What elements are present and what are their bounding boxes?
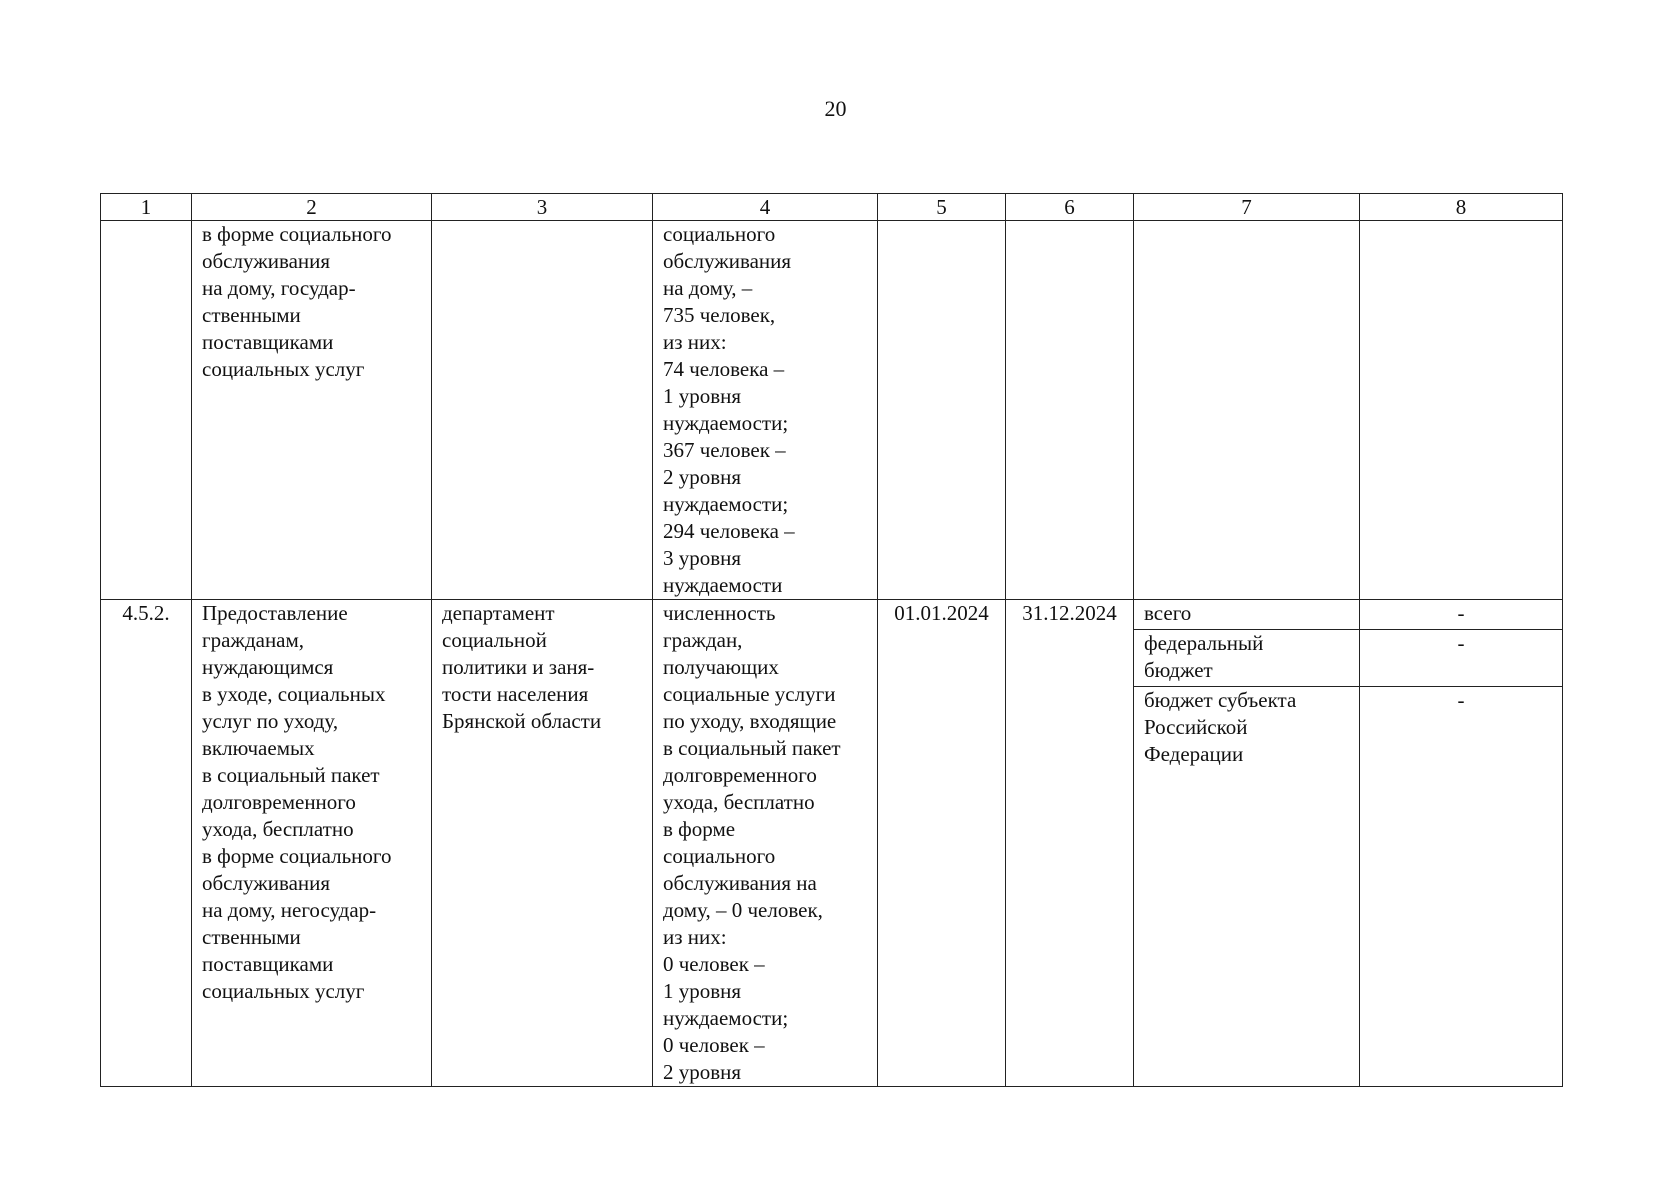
text-line: бюджет: [1144, 657, 1213, 682]
text-line: 0 человек –: [663, 1033, 765, 1057]
text-line: 2 уровня: [663, 1060, 742, 1084]
header-cell-8: 8: [1360, 194, 1563, 221]
text-line: тости населения: [442, 682, 589, 706]
text-line: 0 человек –: [663, 952, 765, 976]
text-line: в социальный пакет: [202, 763, 380, 787]
text-line: нуждаемости;: [663, 411, 789, 435]
continued-cell-amount: [1360, 221, 1563, 600]
header-cell-3: 3: [432, 194, 653, 221]
text-line: департамент: [442, 601, 555, 625]
continued-description-lines: [202, 221, 421, 383]
row-start-date: 01.01.2024: [878, 600, 1006, 1087]
text-line: нуждаемости: [663, 573, 783, 597]
header-cell-1: 1: [101, 194, 192, 221]
header-cell-6: 6: [1006, 194, 1134, 221]
text-line: долговременного: [663, 763, 817, 787]
text-line: всего: [1144, 601, 1192, 625]
text-line: социальных услуг: [202, 357, 365, 381]
text-line: политики и заня-: [442, 655, 595, 679]
text-line: 367 человек –: [663, 438, 786, 462]
text-line: гражданам,: [202, 628, 305, 652]
text-line: в форме социального: [202, 844, 392, 868]
header-cell-5: 5: [878, 194, 1006, 221]
text-line: ухода, бесплатно: [202, 817, 354, 841]
row-indicator: [653, 600, 878, 1087]
text-line: бюджет субъекта: [1144, 688, 1297, 713]
finance-source-federal: [1134, 629, 1360, 687]
text-line: в форме: [663, 817, 736, 841]
text-line: из них:: [663, 925, 727, 949]
text-line: поставщиками: [202, 330, 334, 354]
continued-cell-source: [1134, 221, 1360, 600]
text-line: на дому, негосудар-: [202, 898, 377, 922]
text-line: в социальный пакет: [663, 736, 841, 760]
finance-source-total: [1134, 600, 1360, 630]
continued-cell-start: [878, 221, 1006, 600]
text-line: 735 человек,: [663, 303, 776, 327]
text-line: 3 уровня: [663, 546, 742, 570]
text-line: обслуживания: [663, 249, 792, 273]
text-line: ственными: [202, 925, 301, 949]
text-line: обслуживания на: [663, 871, 817, 895]
continued-cell-number: [101, 221, 192, 600]
row-indicator-lines: [663, 600, 867, 1086]
text-line: в форме социального: [202, 222, 392, 246]
text-line: услуг по уходу,: [202, 709, 339, 733]
text-line: граждан,: [663, 628, 743, 652]
header-cell-2: 2: [192, 194, 432, 221]
page-number: 20: [824, 96, 847, 121]
row-description: [192, 600, 432, 1087]
continued-cell-responsible: [432, 221, 653, 600]
text-line: 2 уровня: [663, 465, 742, 489]
text-line: 1 уровня: [663, 384, 742, 408]
text-line: социальные услуги: [663, 682, 836, 706]
text-line: поставщиками: [202, 952, 334, 976]
text-line: 294 человека –: [663, 519, 795, 543]
text-line: Федерации: [1144, 742, 1244, 767]
row-responsible-lines: [442, 600, 642, 735]
text-line: на дому, государ-: [202, 276, 356, 300]
text-line: на дому, –: [663, 276, 753, 300]
text-line: нуждающимся: [202, 655, 334, 679]
text-line: численность: [663, 601, 776, 625]
text-line: 74 человека –: [663, 357, 785, 381]
finance-amount-regional: -: [1360, 687, 1563, 1087]
text-line: из них:: [663, 330, 727, 354]
continued-cell-description: [192, 221, 432, 600]
text-line: нуждаемости;: [663, 492, 789, 516]
continued-indicator-lines: [663, 221, 867, 599]
text-line: социальных услуг: [202, 979, 365, 1003]
text-line: нуждаемости;: [663, 1006, 789, 1030]
table-header-row: [101, 194, 1563, 221]
finance-source-regional: [1134, 687, 1360, 1087]
continued-cell-indicator: [653, 221, 878, 600]
row-responsible: [432, 600, 653, 1087]
text-line: социальной: [442, 628, 547, 652]
text-line: Предоставление: [202, 601, 348, 625]
program-table: [100, 193, 1563, 1087]
table-row-4-5-2: [101, 600, 1563, 630]
text-line: обслуживания: [202, 249, 331, 273]
finance-amount-federal: -: [1360, 629, 1563, 687]
text-line: в уходе, социальных: [202, 682, 386, 706]
text-line: включаемых: [202, 736, 315, 760]
text-line: по уходу, входящие: [663, 709, 837, 733]
text-line: ственными: [202, 303, 301, 327]
text-line: Брянской области: [442, 709, 602, 733]
continued-cell-end: [1006, 221, 1134, 600]
row-end-date: 31.12.2024: [1006, 600, 1134, 1087]
finance-amount-total: -: [1360, 600, 1563, 630]
text-line: социального: [663, 844, 776, 868]
header-cell-7: 7: [1134, 194, 1360, 221]
table-row-continued: [101, 221, 1563, 600]
text-line: долговременного: [202, 790, 356, 814]
row-number: 4.5.2.: [101, 600, 192, 1087]
text-line: дому, – 0 человек,: [663, 898, 823, 922]
text-line: социального: [663, 222, 776, 246]
text-line: получающих: [663, 655, 779, 679]
text-line: ухода, бесплатно: [663, 790, 815, 814]
text-line: обслуживания: [202, 871, 331, 895]
header-cell-4: 4: [653, 194, 878, 221]
row-description-lines: [202, 600, 421, 1005]
text-line: 1 уровня: [663, 979, 742, 1003]
text-line: Российской: [1144, 715, 1248, 740]
text-line: федеральный: [1144, 630, 1264, 655]
